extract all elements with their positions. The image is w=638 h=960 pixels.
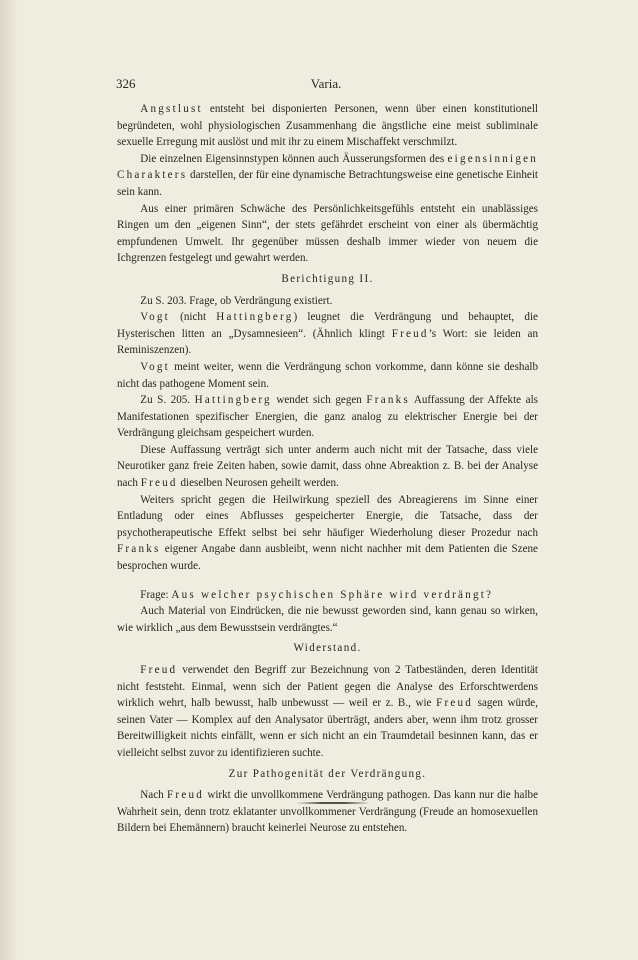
paragraph-heilwirkung: Weiters spricht gegen die Heilwirkung speziell des Abreagierens im Sinne einer Entladung oder eines Abflusses gespeicherter Energie, die Tatsache, dass der psychotherapeutische Effekt selbst bei sehr häufiger Wiederholung dieser Prozedur nach Franks eigener Angabe dann ausbleibt, wenn nicht nachher mit dem Patienten die Szene besprochen wurde. (117, 493, 538, 573)
paragraph-eigensinn: Die einzelnen Eigensinnstypen können auch Äusserungsformen des eigensinnigen Charakters darstellen, der für eine dynamische Betrachtungsweise eine genetische Einheit sein kann. (117, 152, 538, 198)
running-title: Varia. (310, 76, 342, 91)
section-title-pathogenitaet: Zur Pathogenität der Verdrängung. (228, 767, 427, 780)
paragraph-material: Auch Material von Eindrücken, die nie bewusst geworden sind, kann genau so wirken, wie wirklich „aus dem Bewusstsein verdrängtes.“ (117, 605, 538, 634)
question-text: Aus welcher psychischen Sphäre wird verdrängt? (171, 588, 494, 601)
question-heading (117, 587, 538, 604)
paragraph-vogt-2: Vogt meint weiter, wenn die Verdrängung schon vorkomme, dann könne sie deshalb nicht das pathogene Moment sein. (117, 360, 538, 390)
paragraph-auffassung: Diese Auffassung verträgt sich unter anderm auch nicht mit der Tatsache, dass viele Neurotiker ganz freie Zeiten haben, sowie damit, dass ohne Abreaktion z. B. bei der Analyse nach Freud dieselben Neurosen geheilt werden. (117, 443, 538, 490)
spaced-term: Angstlust (140, 103, 203, 115)
paragraph-vogt-1: Vogt (nicht Hattingberg) leugnet die Verdrängung und behauptet, die Hysterischen litten an „Dysamnesieen“. (Ähnlich klingt Freud’s Wort: sie leiden an Reminiszenzen). (117, 311, 538, 357)
section-title-berichtigung: Berichtigung II. (281, 272, 374, 285)
paragraph-pathogenitaet: Nach Freud wirkt die unvollkommene Verdrängung pathogen. Das kann nur die halbe Wahrheit sein, denn trotz eklatanter unvollkommener Verdrängung (Freude an homosexuellen Bildern bei Ehemännern) braucht keinerlei Neurose zu entstehen. (117, 789, 538, 835)
paragraph-widerstand: Freud verwendet den Begriff zur Bezeichnung von 2 Tatbeständen, deren Identität nicht feststeht. Einmal, wenn sich der Patient gegen die Analyse des Erforschtwerdens wirklich wehrt, halb bewusst, halb unbewusst — weil er z. B., wie Freud sagen würde, seinen Vater — Komplex auf den Analysator überträgt, anders aber, wenn ihm trotz grosser Bereitwilligkeit nichts einfällt, wenn er sich nicht an ein Traumdetail besinnen kann, das er vielleicht selbst zuvor zu identifizieren suchte. (117, 664, 538, 759)
page-number: 326 (116, 76, 136, 91)
spaced-term: eigensinnigen Charakters (117, 152, 538, 182)
paragraph-zu-s205: Zu S. 205. Hattingberg wendet sich gegen Franks Auffassung der Affekte als Manifestationen spezifischer Energien, die ganz analog zu elektrischer Energie bei der Verdrängung gleichsam gespeichert wurden. (117, 394, 538, 440)
paragraph-persoenlichkeit: Aus einer primären Schwäche des Persönlichkeitsgefühls entsteht ein unablässiges Ringen um den „eigenen Sinn“, der stets gefährdet erscheint von einer als übermächtig empfundenen Umwelt. Ihr gegenüber müssen deshalb immer wieder von neuem die Ichgrenzen festgelegt und gewahrt werden. (117, 202, 538, 265)
page-header (116, 76, 536, 96)
question-label: Frage: (140, 588, 172, 601)
body-text (117, 101, 538, 837)
paragraph-angstlust: Angstlust entsteht bei disponierten Personen, wenn über einen konstitutionell begründeten, wohl physiologischen Zusammenhang die ängstliche eine meist subliminale sexuelle Erregung mit auslöst und mit ihr zu einem Mischaffekt verschmilzt. (117, 103, 538, 149)
paragraph-zu-s203: Zu S. 203. Frage, ob Verdrängung existiert. (140, 294, 333, 307)
closing-rule-ornament (296, 802, 370, 804)
scan-edge-shadow (0, 0, 18, 960)
section-title-widerstand: Widerstand. (293, 642, 362, 655)
